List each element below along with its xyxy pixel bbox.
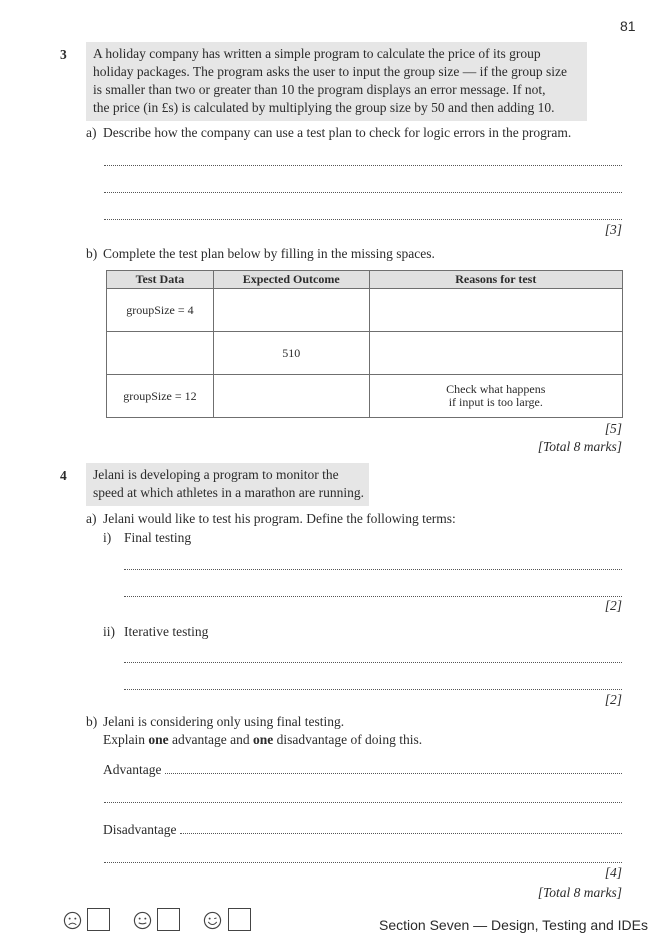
question-3-stem: [86, 42, 587, 121]
q4b-line2-mid: advantage and: [168, 732, 253, 747]
answer-line[interactable]: [104, 802, 622, 803]
checkbox-sad[interactable]: [87, 908, 110, 931]
stem-line: holiday packages. The program asks the user to input the group size — if the group size: [93, 64, 568, 79]
header-expected-outcome: Expected Outcome: [213, 271, 369, 289]
q3a-text: Describe how the company can use a test plan to check for logic errors in the program.: [103, 125, 572, 140]
table-row: [107, 289, 623, 332]
q4-total: [Total 8 marks]: [537, 885, 622, 900]
answer-line[interactable]: [104, 165, 622, 166]
q4b-line2: [103, 731, 422, 749]
answer-line[interactable]: [124, 596, 622, 597]
q4b-label: b): [86, 714, 98, 729]
q4b-line2-post: disadvantage of doing this.: [273, 732, 423, 747]
disadvantage-label: Disadvantage: [103, 822, 177, 837]
happy-face-icon: [203, 911, 222, 930]
sad-face-icon: [63, 911, 82, 930]
answer-line[interactable]: [104, 192, 622, 193]
cell-expected-blank[interactable]: [213, 289, 369, 332]
cell-expected: 510: [213, 332, 369, 375]
cell-test-data: groupSize = 12: [107, 375, 214, 418]
header-reasons: Reasons for test: [369, 271, 622, 289]
advantage-label: Advantage: [103, 762, 162, 777]
q3b-label: b): [86, 246, 98, 261]
q4a-text: Jelani would like to test his program. Define the following terms:: [103, 511, 456, 526]
q3b-text: Complete the test plan below by filling in the missing spaces.: [103, 246, 435, 261]
answer-line[interactable]: [104, 862, 622, 863]
q4a-label: a): [86, 511, 97, 526]
q4ai-text: Final testing: [124, 530, 192, 545]
cell-reason-blank[interactable]: [369, 289, 622, 332]
stem-line: A holiday company has written a simple program to calculate the price of its group: [93, 46, 541, 61]
q3a-marks: [3]: [604, 222, 622, 237]
checkbox-happy[interactable]: [228, 908, 251, 931]
q4b-bold-one: one: [252, 732, 274, 747]
section-footer: Section Seven — Design, Testing and IDEs: [379, 917, 649, 933]
question-4-number: 4: [60, 468, 67, 483]
answer-line[interactable]: [124, 569, 622, 570]
stem-line: the price (in £s) is calculated by multiplying the group size by 50 and then adding 10.: [93, 100, 555, 115]
reason-line: if input is too large.: [448, 395, 543, 409]
cell-reason: [369, 375, 622, 418]
q4b-line2-pre: Explain: [103, 732, 149, 747]
q4aii-text: Iterative testing: [124, 624, 209, 639]
q4b-bold-one: one: [148, 732, 169, 747]
disadvantage-answer-line[interactable]: [180, 833, 622, 834]
answer-line[interactable]: [104, 219, 622, 220]
question-4-stem: [86, 463, 369, 506]
cell-test-data: groupSize = 4: [107, 289, 214, 332]
q3b-marks: [5]: [604, 421, 622, 436]
cell-test-data-blank[interactable]: [107, 332, 214, 375]
stem-line: speed at which athletes in a marathon are running.: [93, 485, 365, 500]
q4aii-marks: [2]: [604, 692, 622, 707]
q4b-marks: [4]: [604, 865, 622, 880]
page-number: 81: [620, 18, 636, 34]
table-row: [107, 332, 623, 375]
answer-line[interactable]: [124, 689, 622, 690]
question-3-number: 3: [60, 47, 67, 62]
cell-expected-blank[interactable]: [213, 375, 369, 418]
table-row: [107, 375, 623, 418]
neutral-face-icon: [133, 911, 152, 930]
q4ai-marks: [2]: [604, 598, 622, 613]
test-plan-table: [106, 270, 623, 418]
q3a-label: a): [86, 125, 97, 140]
answer-line[interactable]: [124, 662, 622, 663]
stem-line: Jelani is developing a program to monitor the: [93, 467, 339, 482]
q4aii-label: ii): [103, 624, 115, 639]
cell-reason-blank[interactable]: [369, 332, 622, 375]
advantage-answer-line[interactable]: [165, 773, 622, 774]
header-test-data: Test Data: [107, 271, 214, 289]
reason-line: Check what happens: [446, 382, 546, 396]
q4ai-label: i): [103, 530, 112, 545]
table-header-row: [107, 271, 623, 289]
q4b-line1: Jelani is considering only using final testing.: [103, 714, 345, 729]
stem-line: is smaller than two or greater than 10 the program displays an error message. If not,: [93, 82, 546, 97]
checkbox-neutral[interactable]: [157, 908, 180, 931]
q3-total: [Total 8 marks]: [537, 439, 622, 454]
